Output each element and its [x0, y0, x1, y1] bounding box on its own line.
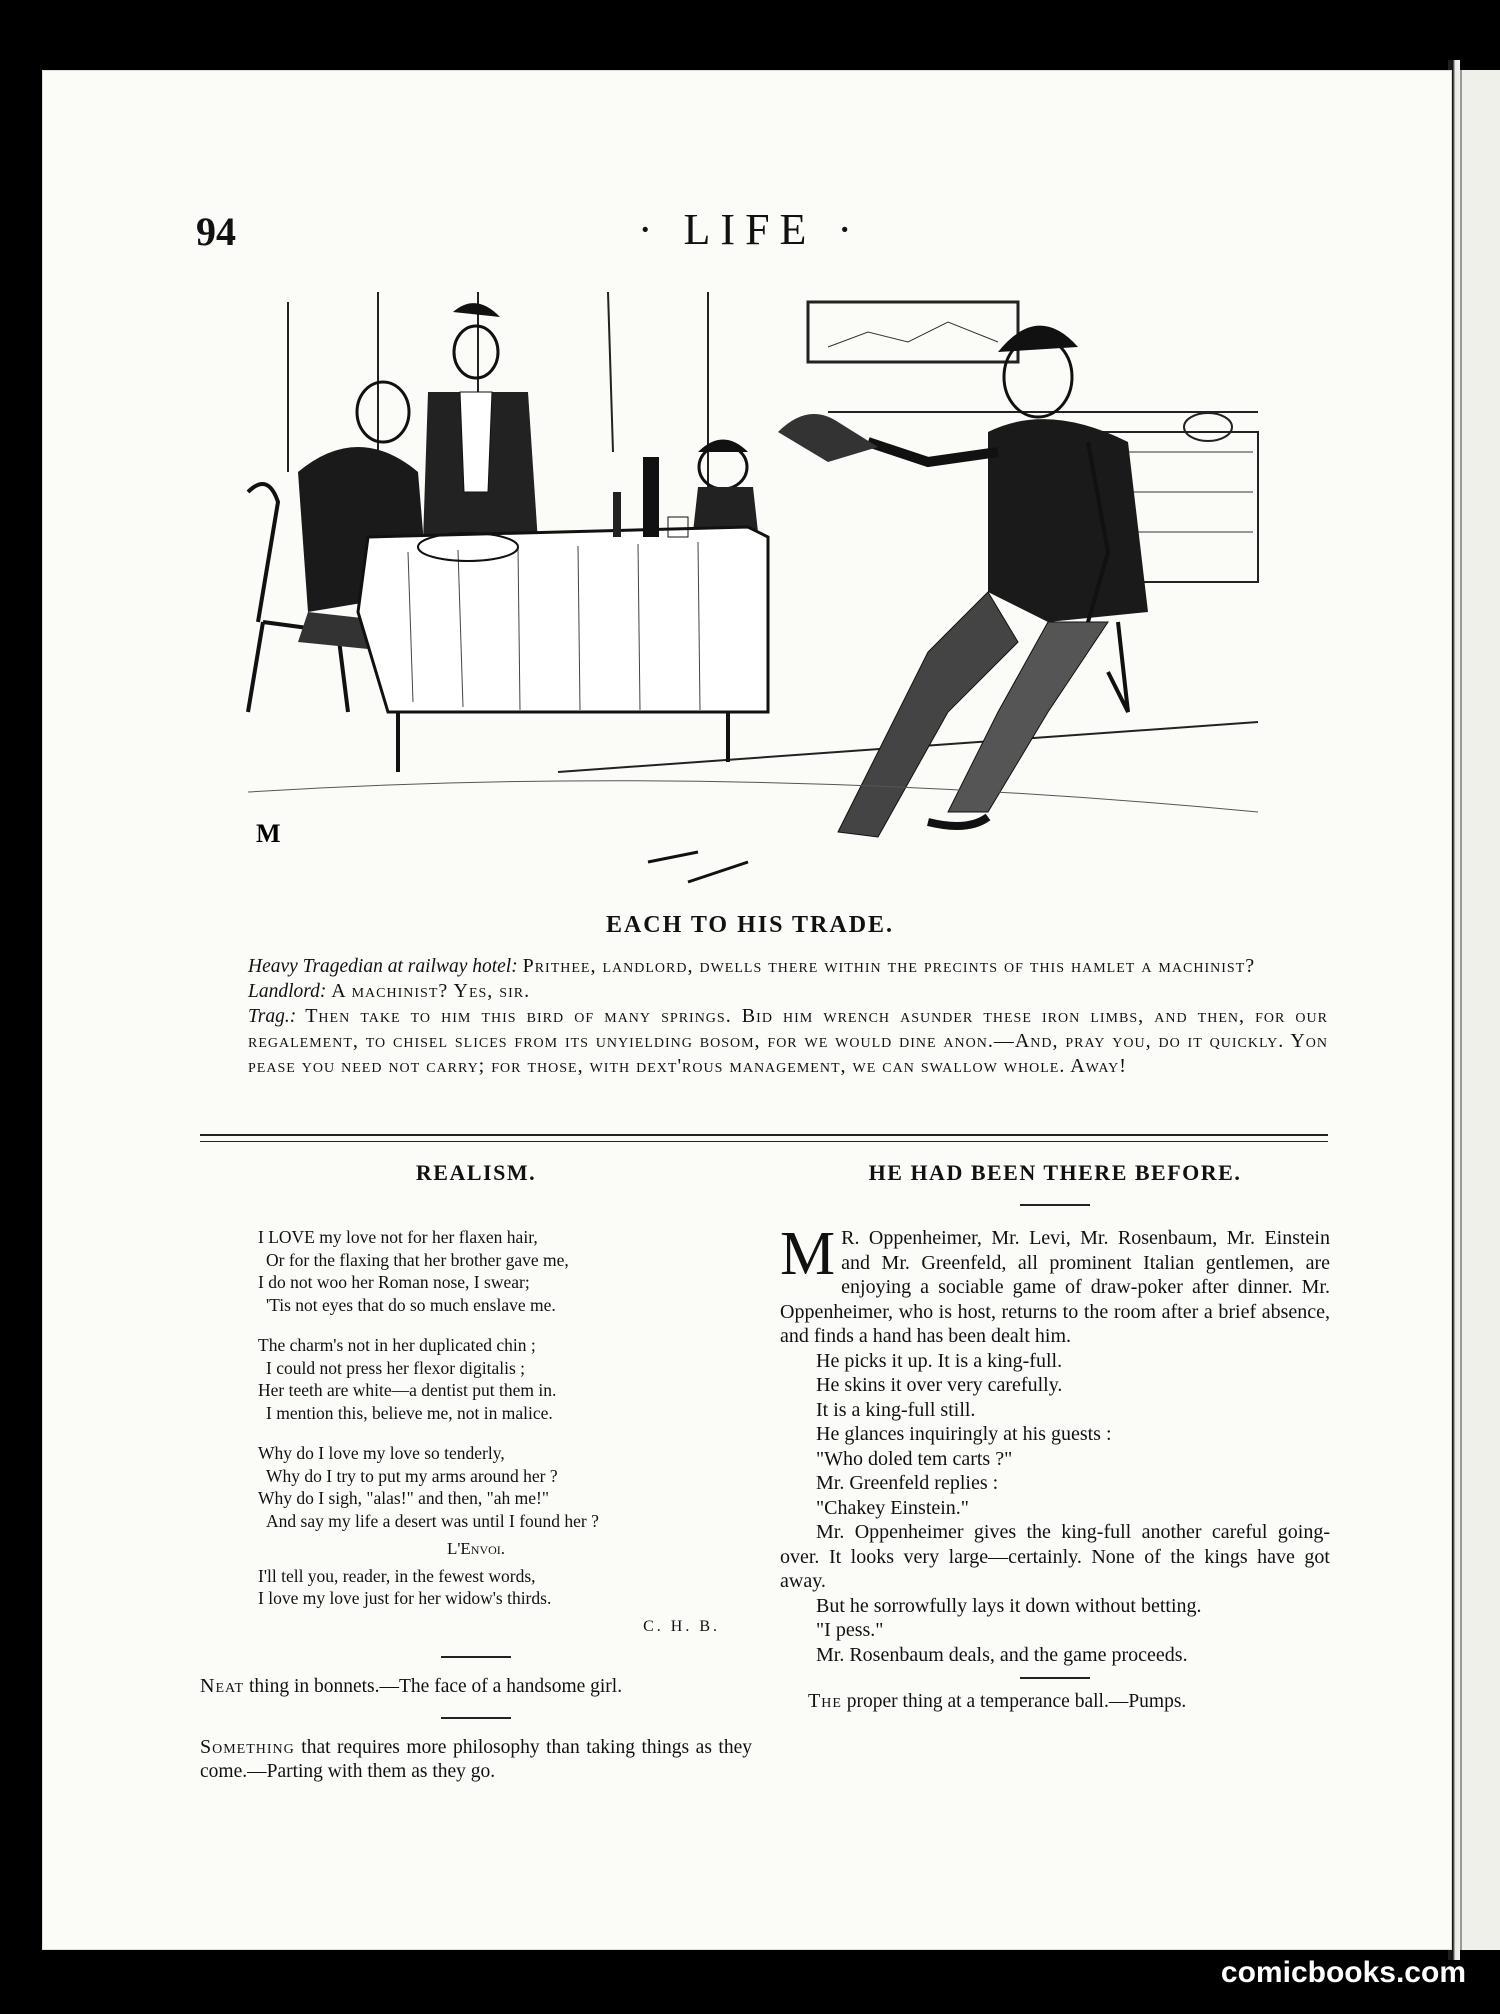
- poem-line: I could not press her flexor digitalis ;: [266, 1357, 526, 1378]
- squib-text: proper thing at a temperance ball.—Pumps.: [841, 1691, 1187, 1712]
- dialogue-line-3: [200, 1004, 1328, 1079]
- poem-line: Her teeth are white—a dentist put them in.: [258, 1380, 557, 1400]
- story-line: Mr. Rosenbaum deals, and the game proceeds.: [816, 1643, 1188, 1666]
- poem-line: I do not woo her Roman nose, I swear;: [258, 1272, 530, 1292]
- poem-line: Or for the flaxing that her brother gave me,: [266, 1249, 569, 1270]
- short-rule: [1020, 1204, 1090, 1206]
- realism-poem: [200, 1226, 752, 1638]
- short-rule: [441, 1656, 511, 1658]
- squib-text: thing in bonnets.—The face of a handsome girl.: [244, 1676, 623, 1697]
- squib-lead: Something: [200, 1736, 295, 1758]
- story-paragraph-text: R. Oppenheimer, Mr. Levi, Mr. Rosenbaum, Mr. Einstein and Mr. Greenfeld, all prominent Italian gentlemen, are enjoying a sociable game of draw-poker after dinner. Mr. Oppenheimer, who is host, returns to the room after a brief absence, and finds a hand has been dealt him.: [780, 1227, 1330, 1347]
- story-line: "Chakey Einstein.": [816, 1496, 969, 1519]
- poem-line: I LOVE my love not for her flaxen hair,: [258, 1227, 538, 1247]
- squib-text: that requires more philosophy than taking things as they come.—Parting with them as they go.: [200, 1737, 752, 1782]
- dialogue-line-2: [200, 979, 1328, 1004]
- story-line: He glances inquiringly at his guests :: [816, 1423, 1112, 1445]
- story-first-paragraph: [780, 1220, 1330, 1349]
- poem-line: Why do I try to put my arms around her ?: [266, 1465, 558, 1486]
- squib-lead: The: [808, 1690, 842, 1712]
- cartoon-caption-title: EACH TO HIS TRADE.: [605, 912, 895, 938]
- next-page-edge: [1460, 70, 1500, 1950]
- speaker-landlord: Landlord:: [248, 981, 327, 1002]
- poem-line: Why do I love my love so tenderly,: [258, 1443, 505, 1463]
- story-line: Mr. Greenfeld replies :: [816, 1472, 999, 1494]
- dialogue-text-2: A machinist? Yes, sir.: [331, 980, 531, 1002]
- poem-line: Why do I sigh, "alas!" and then, "ah me!": [258, 1488, 549, 1508]
- story-line: It is a king-full still.: [816, 1398, 976, 1421]
- drop-cap: M: [780, 1220, 836, 1288]
- story-body: [780, 1220, 1330, 1667]
- story-paragraph-text: Mr. Oppenheimer gives the king-full another careful going-over. It looks very large—certainly. None of the kings have got away.: [780, 1521, 1330, 1592]
- masthead: · LIFE ·: [637, 205, 863, 254]
- poem-line: I'll tell you, reader, in the fewest words,: [258, 1565, 536, 1586]
- poem-signature: C. H. B.: [643, 1617, 720, 1635]
- left-column: [200, 1160, 752, 1784]
- squib-lead: Neat: [200, 1675, 245, 1697]
- watermark: comicbooks.com: [1220, 1956, 1466, 1989]
- envoi-heading: L'Envoi.: [446, 1539, 506, 1558]
- squib-temperance: [780, 1689, 1330, 1714]
- dialogue-text-1: Prithee, landlord, dwells there within the precints of this hamlet a machinist?: [522, 955, 1256, 977]
- cartoon-dialogue: [200, 954, 1328, 1079]
- cartoon-illustration: [228, 292, 1266, 904]
- poem-line: I love my love just for her widow's thirds.: [258, 1588, 552, 1608]
- squib-bonnets: [200, 1674, 752, 1699]
- speaker-tragedian: Heavy Tragedian at railway hotel:: [248, 956, 518, 977]
- section-divider: [200, 1134, 1328, 1142]
- speaker-trag: Trag.:: [248, 1006, 297, 1027]
- poem-line: 'Tis not eyes that do so much enslave me.: [266, 1294, 556, 1315]
- short-rule: [441, 1717, 511, 1719]
- poem-line: The charm's not in her duplicated chin ;: [258, 1335, 536, 1355]
- right-column: [780, 1160, 1330, 1714]
- page-number: 94: [196, 209, 236, 254]
- dialogue-line-1: [200, 954, 1328, 979]
- dialogue-text-3: Then take to him this bird of many springs. Bid him wrench asunder these iron limbs, and then, for our regalement, to chisel slices from its unyielding bosom, for we would dine anon.—And, pray you, do it quickly. Yon pease you need not carry; for those, with dext'rous management, we can swallow whole. Away!: [248, 1005, 1328, 1077]
- poem-line: And say my life a desert was until I found her ?: [266, 1510, 599, 1531]
- poem-line: I mention this, believe me, not in malice.: [266, 1402, 553, 1423]
- story-paragraph-2: [780, 1520, 1330, 1594]
- story-title: HE HAD BEEN THERE BEFORE.: [868, 1160, 1242, 1185]
- story-line: "I pess.": [816, 1619, 884, 1641]
- story-line: He picks it up. It is a king-full.: [816, 1349, 1063, 1372]
- short-rule: [1020, 1677, 1090, 1679]
- story-line: But he sorrowfully lays it down without betting.: [816, 1594, 1202, 1617]
- story-line: "Who doled tem carts ?": [816, 1447, 1013, 1470]
- cartoon-signature: M: [256, 819, 281, 848]
- story-line: He skins it over very carefully.: [816, 1374, 1063, 1396]
- realism-title: REALISM.: [415, 1160, 537, 1185]
- squib-philosophy: [200, 1735, 752, 1784]
